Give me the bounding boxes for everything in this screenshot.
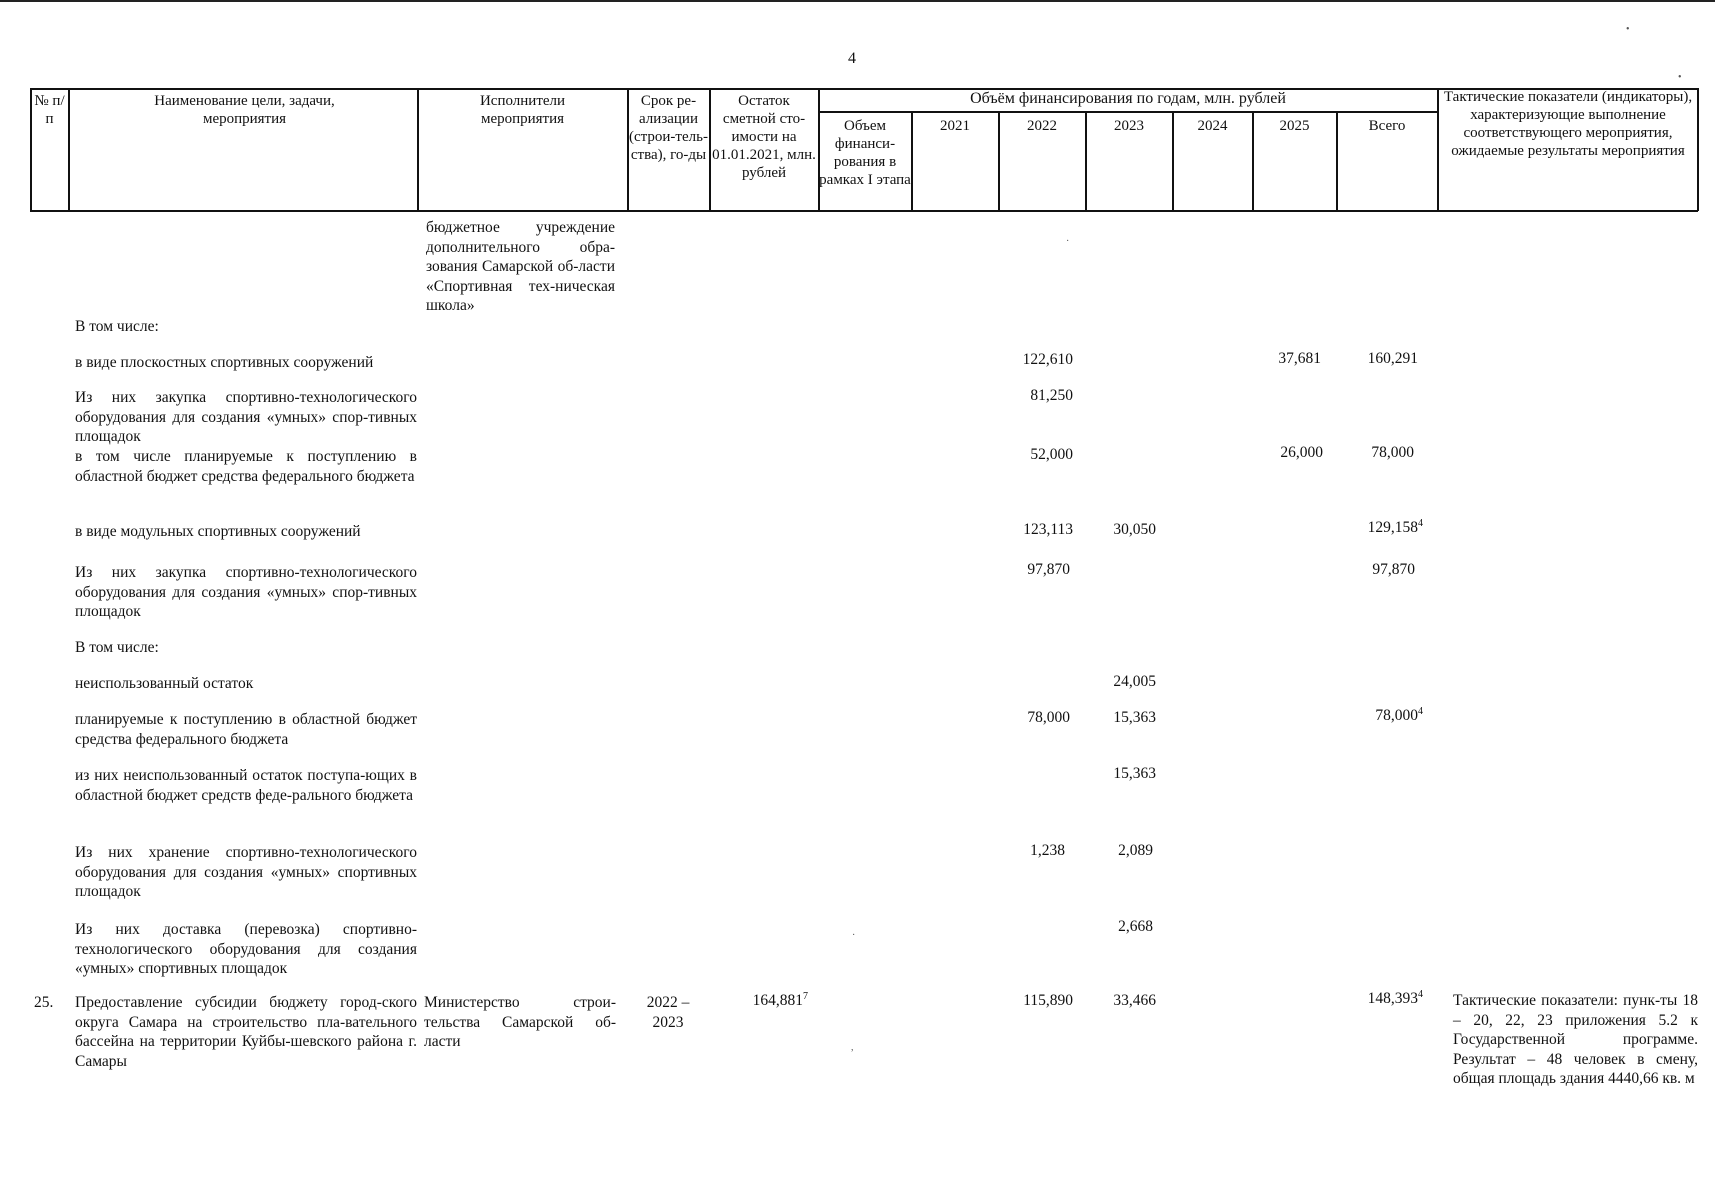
- row-label: в виде модульных спортивных сооружений: [75, 523, 361, 540]
- value-total: 129,158$^4$: [1367, 517, 1423, 536]
- executor-continuation: бюджетное учреждение дополнительного обра-зования Самарской об-ласти «Спортивная тех-ническая школа»: [426, 219, 615, 314]
- value-2023: 2,668: [1118, 918, 1153, 935]
- value-2023: 24,005: [1113, 673, 1156, 690]
- row-label: из них неиспользованный остаток поступа-ющих в областной бюджет средств феде-рального бюджета: [75, 767, 417, 804]
- item-executor: Министерство строи-тельства Самарской об-ласти: [424, 994, 616, 1050]
- header-stage-financing: Объем финанси-рования в рамках I этапа: [819, 118, 911, 188]
- header-term: Срок ре-ализации (строи-тель-ства), го-ды: [629, 93, 708, 163]
- col-border: [1697, 88, 1699, 211]
- value-2022: 78,000: [1027, 709, 1070, 726]
- header-name: Наименование цели, задачи, мероприятия: [154, 93, 335, 127]
- header-total: Всего: [1368, 118, 1406, 134]
- scan-speck: ·: [1066, 236, 1070, 247]
- item-number: 25.: [34, 994, 54, 1011]
- value-total: 78,000$^4$: [1375, 705, 1423, 724]
- row-label: планируемые к поступлению в областной бюджет средства федерального бюджета: [75, 711, 417, 748]
- value-2022: 123,113: [1023, 521, 1073, 538]
- item-indicators: Тактические показатели: пунк-ты 18 – 20, 22, 23 приложения 5.2 к Государственной программе. Результат – 48 человек в смену, общая площадь здания 4440,66 кв. м: [1453, 992, 1698, 1087]
- row-label: В том числе:: [75, 639, 159, 656]
- value-2022: 97,870: [1027, 561, 1070, 578]
- value-2022: 1,238: [1030, 842, 1065, 859]
- value-2025: 37,681: [1278, 350, 1321, 367]
- col-border: [417, 88, 419, 211]
- scan-speck: ·: [852, 930, 856, 941]
- page-number: 4: [848, 50, 856, 67]
- header-year-2023: 2023: [1114, 118, 1144, 134]
- value-total: 78,000: [1371, 444, 1414, 461]
- col-border: [68, 88, 70, 211]
- header-indicators: Тактические показатели (индикаторы), характеризующие выполнение соответствующего мероприятия, ожидаемые результаты мероприятия: [1443, 89, 1693, 159]
- item-term: 2022 – 2023: [646, 994, 690, 1031]
- header-bottom-line: [30, 210, 1698, 212]
- row-label: в виде плоскостных спортивных сооружений: [75, 354, 374, 371]
- value-2023: 2,089: [1118, 842, 1153, 859]
- row-label: Из них закупка спортивно-технологического оборудования для создания «умных» спор-тивных площадок: [75, 564, 417, 620]
- item-value-2023: 33,466: [1113, 992, 1156, 1009]
- scan-speck: ,: [851, 1042, 854, 1053]
- value-2022: 122,610: [1022, 351, 1073, 368]
- item-value-2022: 115,890: [1023, 992, 1073, 1009]
- value-total: 97,870: [1372, 561, 1415, 578]
- col-border: [1437, 88, 1439, 211]
- header-year-2021: 2021: [940, 118, 970, 134]
- row-label: в том числе планируемые к поступлению в областной бюджет средства федерального бюджета: [75, 448, 417, 485]
- value-2023: 15,363: [1113, 709, 1156, 726]
- header-number: № п/п: [34, 93, 65, 127]
- value-2025: 26,000: [1280, 444, 1323, 461]
- value-2023: 30,050: [1113, 521, 1156, 538]
- row-label: В том числе:: [75, 318, 159, 335]
- header-year-2024: 2024: [1197, 118, 1228, 134]
- row-label: Из них хранение спортивно-технологического оборудования для создания «умных» спортивных площадок: [75, 844, 417, 900]
- row-label: Из них доставка (перевозка) спортивно-технологического оборудования для создания «умных» спортивных площадок: [75, 921, 417, 977]
- value-2022: 81,250: [1030, 387, 1073, 404]
- header-year-2022: 2022: [1027, 118, 1057, 134]
- header-remaining-cost: Остаток сметной сто-имости на 01.01.2021, млн. рублей: [712, 93, 816, 181]
- scan-speck: •: [1678, 72, 1682, 83]
- header-executors: Исполнители мероприятия: [479, 93, 566, 127]
- scan-speck: •: [1626, 24, 1630, 35]
- item-remaining-cost: 164,881$^7$: [752, 990, 808, 1009]
- row-label: неиспользованный остаток: [75, 675, 254, 692]
- header-financing-by-year: Объём финансирования по годам, млн. рублей: [970, 90, 1286, 107]
- item-value-total: 148,393$^4$: [1367, 988, 1423, 1007]
- value-2023: 15,363: [1113, 765, 1156, 782]
- item-name: Предоставление субсидии бюджету город-ского округа Самара на строительство пла-вательного бассейна на территории Куйбы-шевского района г. Самары: [75, 994, 417, 1070]
- row-label: Из них закупка спортивно-технологического оборудования для создания «умных» спор-тивных площадок: [75, 389, 417, 445]
- value-2022: 52,000: [1030, 446, 1073, 463]
- value-total: 160,291: [1367, 350, 1418, 367]
- top-border: [0, 0, 1715, 2]
- header-year-2025: 2025: [1279, 118, 1310, 134]
